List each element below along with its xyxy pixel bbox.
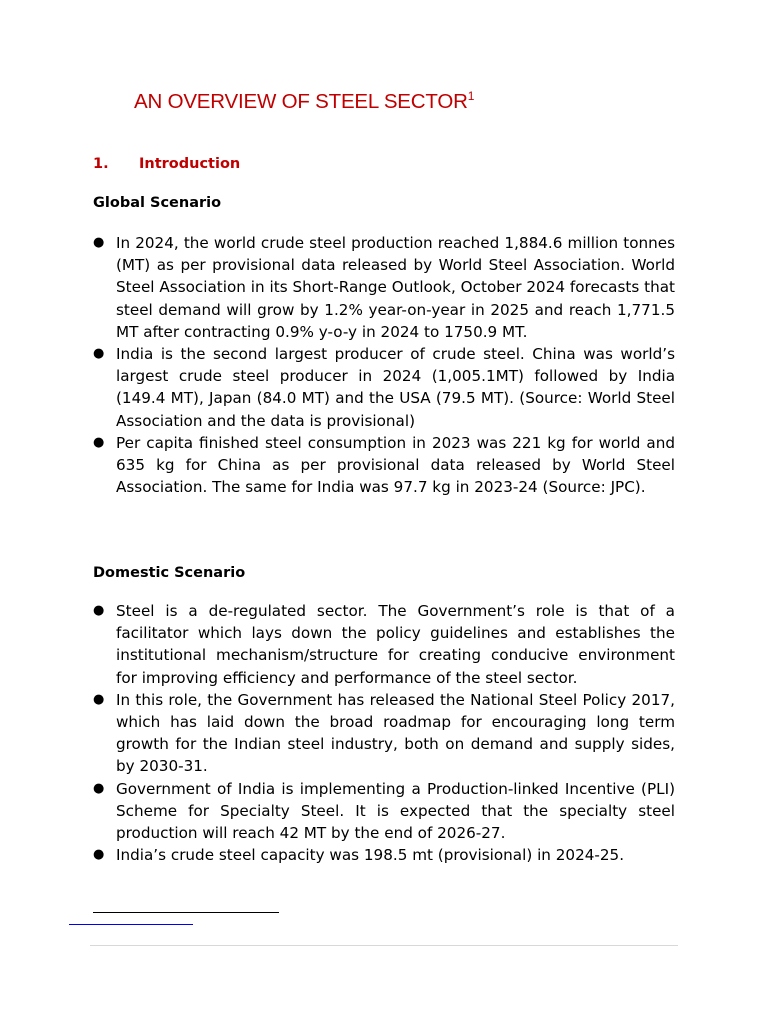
list-item: [93, 600, 675, 689]
list-item-text: India is the second largest producer of crude steel. China was world’s largest crude steel producer in 2024 (1,005.1MT) followed by India (149.4 MT), Japan (84.0 MT) and the USA (79.5 MT). (Source: World Steel Association and the data is provisional): [116, 345, 675, 430]
section-label: Introduction: [139, 156, 241, 172]
document-title: [134, 90, 474, 114]
document-title-text: AN OVERVIEW OF STEEL SECTOR: [134, 90, 468, 113]
list-item-text: Steel is a de-regulated sector. The Government’s role is that of a facilitator which lays down the policy guidelines and establishes the institutional mechanism/structure for creating conducive environment for improving efficiency and performance of the steel sector.: [116, 602, 675, 687]
list-item: [93, 343, 675, 432]
list-item: [93, 778, 675, 845]
domestic-scenario-list: [93, 600, 675, 866]
bullet-icon: ●: [93, 434, 105, 450]
list-item: [93, 232, 675, 343]
global-scenario-heading: Global Scenario: [93, 195, 222, 211]
list-item: [93, 432, 675, 499]
bullet-icon: ●: [93, 847, 105, 863]
bullet-icon: ●: [93, 691, 105, 707]
list-item-text: India’s crude steel capacity was 198.5 mt (provisional) in 2024-25.: [116, 846, 625, 865]
page-divider: [90, 945, 678, 946]
footnote-reference[interactable]: 1: [467, 89, 475, 103]
bullet-icon: ●: [93, 603, 105, 618]
list-item: [93, 844, 675, 866]
section-number: 1.: [93, 156, 109, 172]
list-item-text: In this role, the Government has released the National Steel Policy 2017, which has laid down the broad roadmap for encouraging long term growth for the Indian steel industry, both on demand and supply sides, by 2030-31.: [116, 690, 675, 776]
list-item-text: Government of India is implementing a Production-linked Incentive (PLI) Scheme for Specialty Steel. It is expected that the specialty steel production will reach 42 MT by the end of 2026-27.: [116, 779, 675, 843]
list-item: [93, 689, 675, 778]
bullet-icon: ●: [93, 780, 105, 796]
domestic-scenario-heading: Domestic Scenario: [93, 565, 246, 581]
bullet-icon: ●: [93, 235, 105, 250]
section-heading-introduction: [93, 156, 240, 172]
list-item-text: In 2024, the world crude steel production reached 1,884.6 million tonnes (MT) as per provisional data released by World Steel Association. World Steel Association in its Short-Range Outlook, October 2024 forecasts that steel demand will grow by 1.2% year-on-year in 2025 and reach 1,771.5 MT after contracting 0.9% y-o-y in 2024 to 1750.9 MT.: [116, 234, 675, 341]
footnote-link[interactable]: [69, 924, 193, 925]
bullet-icon: ●: [93, 346, 105, 362]
footnote-separator: [93, 912, 279, 913]
list-item-text: Per capita finished steel consumption in 2023 was 221 kg for world and 635 kg for China as per provisional data released by World Steel Association. The same for India was 97.7 kg in 2023-24 (Source: JPC).: [116, 433, 675, 497]
global-scenario-list: [93, 232, 675, 498]
